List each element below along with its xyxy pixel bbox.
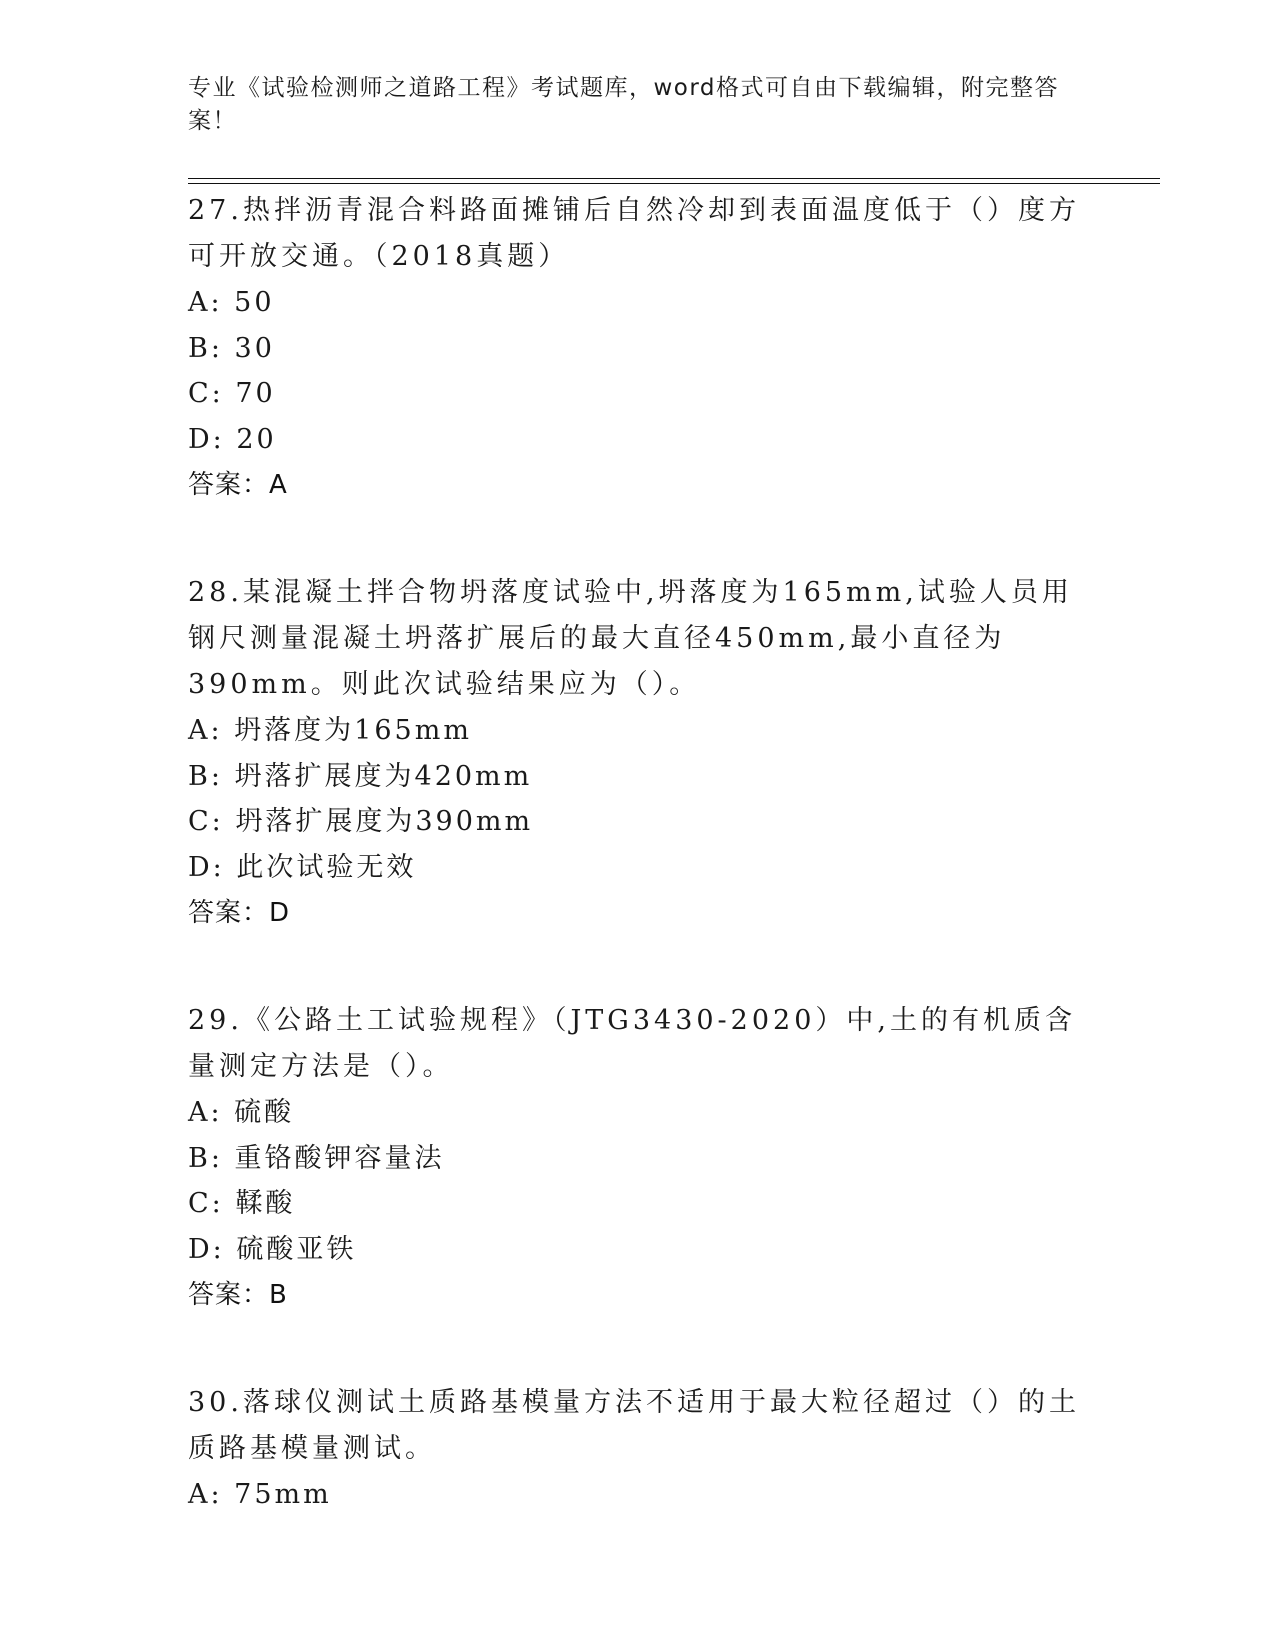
question-stem: 29.《公路土工试验规程》（JTG3430-2020）中,土的有机质含量测定方法是（）。 (188, 1005, 1076, 1082)
question-28 (188, 570, 1088, 936)
header-divider-bottom (188, 183, 1160, 184)
question-stem: 30.落球仪测试土质路基模量方法不适用于最大粒径超过（）的土质路基模量测试。 (188, 1387, 1080, 1464)
option-b: B: 坍落扩展度为420mm (188, 760, 533, 792)
option-a: A: 75mm (188, 1479, 332, 1510)
header-divider-top (188, 178, 1160, 179)
option-d: D: 此次试验无效 (188, 851, 417, 883)
question-list (188, 188, 1088, 1518)
question-stem: 28.某混凝土拌合物坍落度试验中,坍落度为165mm,试验人员用钢尺测量混凝土坍落扩展后的最大直径450mm,最小直径为390mm。则此次试验结果应为（）。 (188, 577, 1073, 700)
option-a: A: 50 (188, 287, 275, 318)
option-c: C: 坍落扩展度为390mm (188, 806, 534, 837)
option-a: A: 坍落度为165mm (188, 715, 472, 746)
option-b: B: 重铬酸钾容量法 (188, 1142, 445, 1174)
option-a: A: 硫酸 (188, 1097, 295, 1128)
option-b: B: 30 (188, 332, 275, 364)
question-stem: 27.热拌沥青混合料路面摊铺后自然冷却到表面温度低于（）度方可开放交通。（2018真题） (188, 195, 1080, 272)
page-header: 专业《试验检测师之道路工程》考试题库，word格式可自由下载编辑，附完整答案！ (188, 75, 1060, 134)
question-27 (188, 188, 1088, 508)
answer-line: 答案：D (188, 898, 291, 928)
option-d: D: 硫酸亚铁 (188, 1233, 357, 1265)
question-29 (188, 998, 1088, 1318)
option-d: D: 20 (188, 423, 277, 455)
answer-line: 答案：B (188, 1280, 288, 1310)
question-30 (188, 1380, 1088, 1518)
option-c: C: 70 (188, 378, 276, 409)
option-c: C: 鞣酸 (188, 1188, 296, 1219)
answer-line: 答案：A (188, 470, 288, 500)
